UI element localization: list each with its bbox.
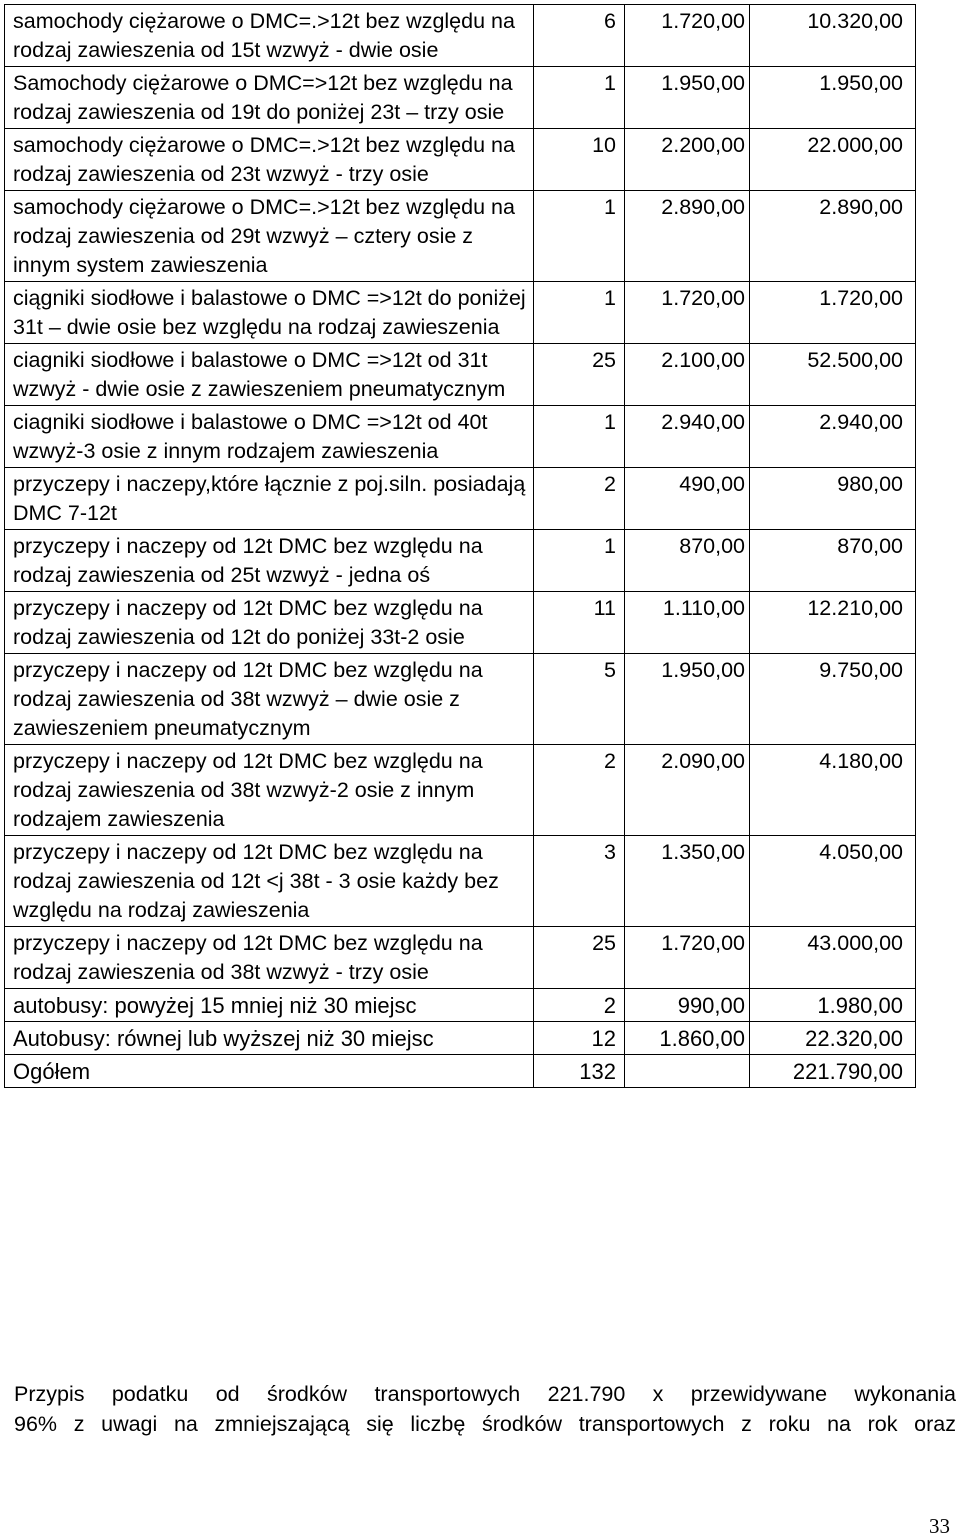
- table-row: [5, 592, 916, 654]
- tax-rate-cell: 1.720,00: [625, 5, 750, 67]
- tax-rate-cell: 1.720,00: [625, 927, 750, 989]
- table-row: [5, 989, 916, 1022]
- tax-rate-cell: 1.950,00: [625, 67, 750, 129]
- tax-total-cell: 1.720,00: [750, 282, 916, 344]
- vehicle-category-cell: Samochody ciężarowe o DMC=>12t bez względu na rodzaj zawieszenia od 19t do poniżej 23t – trzy osie: [5, 67, 534, 129]
- vehicle-count-cell: 25: [534, 344, 625, 406]
- vehicle-count-cell: 10: [534, 129, 625, 191]
- vehicle-count-cell: 1: [534, 530, 625, 592]
- vehicle-category-cell: Autobusy: równej lub wyższej niż 30 miejsc: [5, 1022, 534, 1055]
- tax-note-paragraph: [14, 1379, 956, 1439]
- vehicle-category-cell: przyczepy i naczepy od 12t DMC bez względu na rodzaj zawieszenia od 12t do poniżej 33t-2 osie: [5, 592, 534, 654]
- vehicle-category-cell: przyczepy i naczepy od 12t DMC bez względu na rodzaj zawieszenia od 12t <j 38t - 3 osie każdy bez względu na rodzaj zawieszenia: [5, 836, 534, 927]
- table-row: [5, 344, 916, 406]
- vehicle-category-cell: ciągniki siodłowe i balastowe o DMC =>12t do poniżej 31t – dwie osie bez względu na rodzaj zawieszenia: [5, 282, 534, 344]
- tax-total-cell: 2.890,00: [750, 191, 916, 282]
- tax-rate-cell: 2.100,00: [625, 344, 750, 406]
- table-row: [5, 530, 916, 592]
- vehicle-tax-table: [4, 4, 916, 1088]
- vehicle-category-cell: ciagniki siodłowe i balastowe o DMC =>12t od 31t wzwyż - dwie osie z zawieszeniem pneumatycznym: [5, 344, 534, 406]
- tax-total-cell: 10.320,00: [750, 5, 916, 67]
- tax-rate-cell: 990,00: [625, 989, 750, 1022]
- table-row: [5, 5, 916, 67]
- vehicle-category-cell: ciagniki siodłowe i balastowe o DMC =>12t od 40t wzwyż-3 osie z innym rodzajem zawieszenia: [5, 406, 534, 468]
- table-row: [5, 654, 916, 745]
- vehicle-category-cell: samochody ciężarowe o DMC=.>12t bez względu na rodzaj zawieszenia od 29t wzwyż – cztery osie z innym system zawieszenia: [5, 191, 534, 282]
- tax-rate-cell: 2.940,00: [625, 406, 750, 468]
- tax-rate-cell: 2.200,00: [625, 129, 750, 191]
- tax-total-cell: 12.210,00: [750, 592, 916, 654]
- table-row: [5, 67, 916, 129]
- vehicle-count-cell: 1: [534, 191, 625, 282]
- tax-rate-cell: 1.950,00: [625, 654, 750, 745]
- vehicle-category-cell: samochody ciężarowe o DMC=.>12t bez względu na rodzaj zawieszenia od 23t wzwyż - trzy osie: [5, 129, 534, 191]
- tax-total-cell: 22.320,00: [750, 1022, 916, 1055]
- page-number: 33: [929, 1514, 950, 1538]
- tax-total-cell: 2.940,00: [750, 406, 916, 468]
- table-row: [5, 406, 916, 468]
- table-row: [5, 745, 916, 836]
- tax-total-cell: 43.000,00: [750, 927, 916, 989]
- table-row: [5, 468, 916, 530]
- tax-total-cell: 9.750,00: [750, 654, 916, 745]
- tax-rate-cell: 1.720,00: [625, 282, 750, 344]
- tax-total-cell: 1.980,00: [750, 989, 916, 1022]
- vehicle-count-cell: 12: [534, 1022, 625, 1055]
- vehicle-count-cell: 2: [534, 745, 625, 836]
- total-rate-cell: [625, 1055, 750, 1088]
- tax-rate-cell: 1.860,00: [625, 1022, 750, 1055]
- vehicle-count-cell: 5: [534, 654, 625, 745]
- total-count-cell: 132: [534, 1055, 625, 1088]
- table-row: [5, 129, 916, 191]
- vehicle-category-cell: przyczepy i naczepy,które łącznie z poj.siln. posiadają DMC 7-12t: [5, 468, 534, 530]
- tax-total-cell: 22.000,00: [750, 129, 916, 191]
- vehicle-category-cell: autobusy: powyżej 15 mniej niż 30 miejsc: [5, 989, 534, 1022]
- note-line-1: Przypis podatku od środków transportowych 221.790 x przewidywane wykonania: [14, 1382, 956, 1406]
- vehicle-count-cell: 2: [534, 468, 625, 530]
- grand-total-cell: 221.790,00: [750, 1055, 916, 1088]
- tax-total-cell: 52.500,00: [750, 344, 916, 406]
- tax-total-cell: 4.050,00: [750, 836, 916, 927]
- vehicle-count-cell: 11: [534, 592, 625, 654]
- vehicle-category-cell: samochody ciężarowe o DMC=.>12t bez względu na rodzaj zawieszenia od 15t wzwyż - dwie osie: [5, 5, 534, 67]
- vehicle-count-cell: 2: [534, 989, 625, 1022]
- note-line-2: 96% z uwagi na zmniejszającą się liczbę środków transportowych z roku na rok oraz: [14, 1412, 956, 1436]
- vehicle-count-cell: 3: [534, 836, 625, 927]
- vehicle-count-cell: 25: [534, 927, 625, 989]
- table-row: [5, 836, 916, 927]
- tax-rate-cell: 490,00: [625, 468, 750, 530]
- table-row: [5, 927, 916, 989]
- tax-rate-cell: 2.890,00: [625, 191, 750, 282]
- vehicle-count-cell: 1: [534, 67, 625, 129]
- tax-total-cell: 870,00: [750, 530, 916, 592]
- vehicle-count-cell: 1: [534, 282, 625, 344]
- vehicle-category-cell: przyczepy i naczepy od 12t DMC bez względu na rodzaj zawieszenia od 38t wzwyż-2 osie z innym rodzajem zawieszenia: [5, 745, 534, 836]
- tax-total-cell: 980,00: [750, 468, 916, 530]
- tax-rate-cell: 1.110,00: [625, 592, 750, 654]
- tax-rate-cell: 870,00: [625, 530, 750, 592]
- tax-total-cell: 1.950,00: [750, 67, 916, 129]
- table-row: [5, 191, 916, 282]
- vehicle-category-cell: przyczepy i naczepy od 12t DMC bez względu na rodzaj zawieszenia od 38t wzwyż – dwie osie z zawieszeniem pneumatycznym: [5, 654, 534, 745]
- total-label-cell: Ogółem: [5, 1055, 534, 1088]
- tax-total-cell: 4.180,00: [750, 745, 916, 836]
- vehicle-count-cell: 1: [534, 406, 625, 468]
- table-row: [5, 282, 916, 344]
- table-row: [5, 1022, 916, 1055]
- vehicle-count-cell: 6: [534, 5, 625, 67]
- tax-rate-cell: 2.090,00: [625, 745, 750, 836]
- vehicle-category-cell: przyczepy i naczepy od 12t DMC bez względu na rodzaj zawieszenia od 25t wzwyż - jedna oś: [5, 530, 534, 592]
- vehicle-category-cell: przyczepy i naczepy od 12t DMC bez względu na rodzaj zawieszenia od 38t wzwyż - trzy osie: [5, 927, 534, 989]
- tax-rate-cell: 1.350,00: [625, 836, 750, 927]
- total-row: [5, 1055, 916, 1088]
